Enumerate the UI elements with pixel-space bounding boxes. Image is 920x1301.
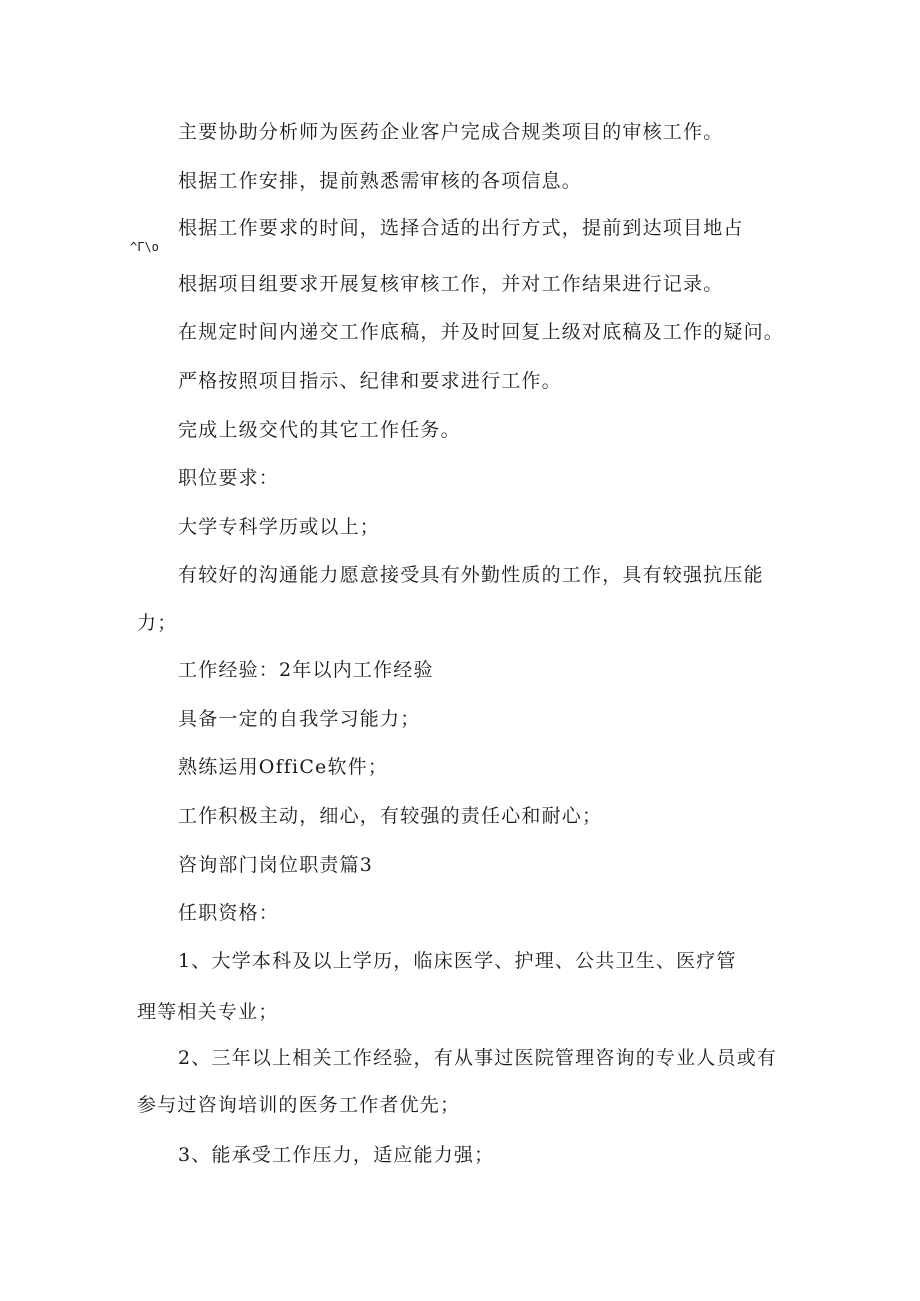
text-line-22: 3、能承受工作压力，适应能力强； <box>178 1144 495 1166</box>
section-heading-consulting-duties-3: 咨询部门岗位职责篇3 <box>178 854 374 876</box>
text-line-4: 根据项目组要求开展复核审核工作，并对工作结果进行记录。 <box>178 273 724 295</box>
section-heading-qualifications: 任职资格： <box>178 902 280 924</box>
text-line-1: 主要协助分析师为医药企业客户完成合规类项目的审核工作。 <box>178 121 724 143</box>
text-line-6: 严格按照项目指示、纪律和要求进行工作。 <box>178 370 562 392</box>
text-line-2: 根据工作安排，提前熟悉需审核的各项信息。 <box>178 170 583 192</box>
text-line-9: 大学专科学历或以上； <box>178 516 381 538</box>
text-line-20: 2、三年以上相关工作经验，有从事过医院管理咨询的专业人员或有 <box>178 1047 778 1069</box>
text-line-21: 参与过咨询培训的医务工作者优先； <box>137 1094 461 1116</box>
text-line-15: 工作积极主动，细心，有较强的责任心和耐心； <box>178 805 603 827</box>
text-line-14: 熟练运用OffiCe软件； <box>178 756 389 778</box>
section-heading-job-requirements: 职位要求： <box>178 467 280 489</box>
scan-artifact-text: ^Γ\o <box>130 240 159 254</box>
text-line-12: 工作经验：2年以内工作经验 <box>178 659 434 681</box>
text-line-10: 有较好的沟通能力愿意接受具有外勤性质的工作，具有较强抗压能 <box>178 564 764 586</box>
text-line-3: 根据工作要求的时间，选择合适的出行方式，提前到达项目地占 <box>178 217 744 239</box>
text-line-5: 在规定时间内递交工作底稿，并及时回复上级对底稿及工作的疑问。 <box>178 321 785 343</box>
text-line-13: 具备一定的自我学习能力； <box>178 708 421 730</box>
text-line-7: 完成上级交代的其它工作任务。 <box>178 419 461 441</box>
text-line-11: 力； <box>137 612 178 634</box>
text-line-19: 理等相关专业； <box>137 1001 279 1023</box>
text-line-18: 1、大学本科及以上学历，临床医学、护理、公共卫生、医疗管 <box>178 950 737 972</box>
